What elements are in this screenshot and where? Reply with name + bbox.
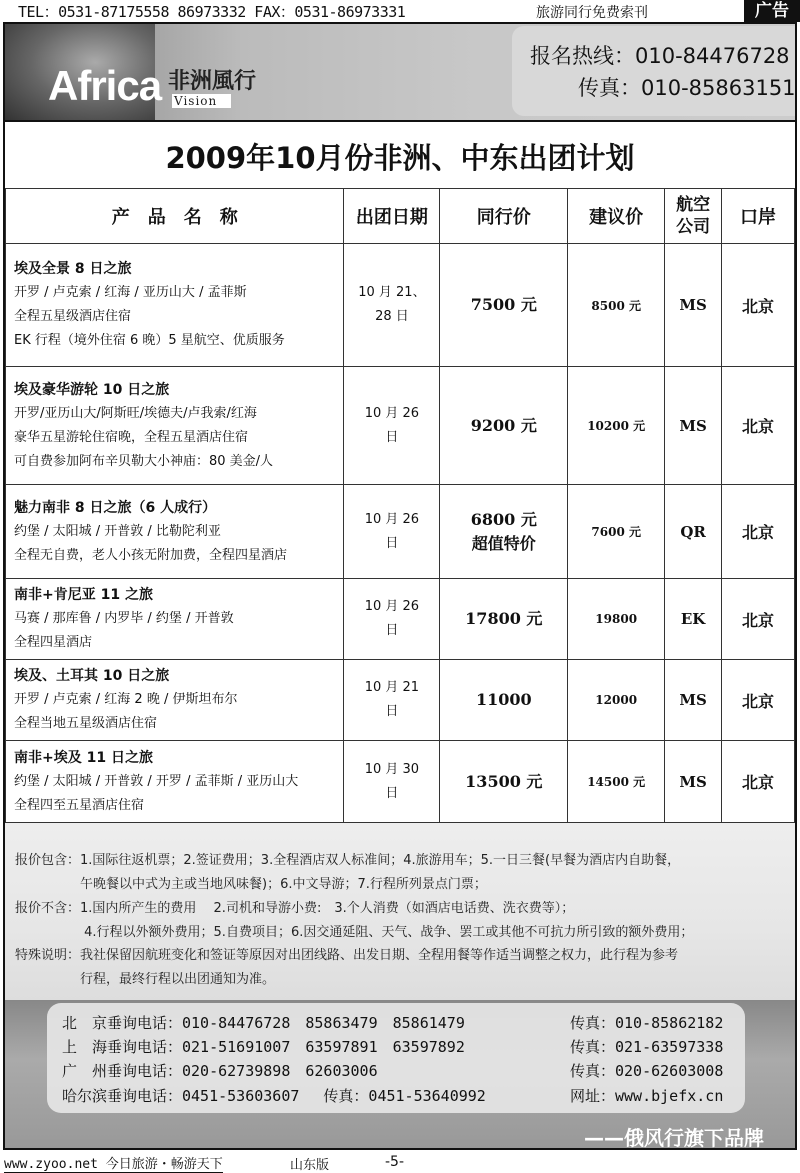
airline: QR (665, 485, 722, 579)
airline: MS (665, 741, 722, 823)
product-detail: 可自费参加阿布辛贝勒大小神庙：80 美金/人 (14, 453, 274, 469)
price-cell (440, 741, 568, 823)
port: 北京 (722, 367, 795, 485)
table-row (6, 579, 795, 660)
note-line: 报价包含：1.国际往返机票；2.签证费用；3.全程酒店双人标准间；4.旅游用车；5.一日三餐(早餐为酒店内自助餐， (15, 853, 681, 868)
header-slogan: 旅游同行免费索刊 (536, 5, 648, 21)
footer-site (4, 1153, 223, 1173)
col-port: 口岸 (722, 189, 795, 244)
col-airline: 航空公司 (665, 189, 722, 244)
product-detail: 全程当地五星级酒店住宿 (14, 716, 158, 731)
product-name: 南非+埃及 11 日之旅 (14, 749, 153, 766)
trade-price: 6800 元 (470, 509, 537, 529)
contact-shanghai: 上 海垂询电话：021-51691007 63597891 63597892 (62, 1038, 465, 1056)
page-title: 2009年10月份非洲、中东出团计划 (5, 120, 795, 188)
airline: MS (665, 244, 722, 367)
note-line: 行程，最终行程以出团通知为准。 (15, 972, 276, 987)
product-detail: 马赛 / 那库鲁 / 内罗毕 / 约堡 / 开普敦 (14, 611, 234, 626)
product-cell (6, 579, 344, 660)
note-line: 午晚餐以中式为主或当地风味餐)；6.中文导游；7.行程所列景点门票； (15, 877, 487, 892)
price-note: 超值特价 (471, 533, 536, 553)
trade-price: 9200 元 (470, 415, 537, 435)
table-row (6, 741, 795, 823)
table-row (6, 485, 795, 579)
price-cell (440, 485, 568, 579)
product-name: 南非+肯尼亚 11 之旅 (14, 587, 153, 603)
departure-date: 10 月 30 日 (364, 761, 420, 801)
col-product: 产 品 名 称 (6, 189, 344, 244)
trade-price: 7500 元 (470, 295, 537, 314)
top-bar (0, 0, 800, 22)
contact-beijing: 北 京垂询电话：010-84476728 85863479 85861479 (62, 1014, 465, 1032)
footer-url[interactable]: www.zyoo.net (4, 1157, 98, 1172)
note-line: 4.行程以外额外费用；5.自费项目；6.因交通延阻、天气、战争、罢工或其他不可抗力所引致的额外费用； (15, 925, 694, 940)
note-line: 特殊说明：我社保留因航班变化和签证等原因对出团线路、出发日期、全程用餐等作适当调整之权力，此行程为参考 (15, 948, 679, 963)
price-cell (440, 660, 568, 741)
product-detail: 全程四星酒店 (14, 635, 93, 650)
port: 北京 (722, 485, 795, 579)
suggested-price: 14500 元 (568, 741, 665, 823)
footer-slogan: 今日旅游・畅游天下 (105, 1157, 223, 1172)
table-row (6, 367, 795, 485)
product-detail: 开罗/亚历山大/阿斯旺/埃德夫/卢我索/红海 (14, 405, 257, 421)
logo-sub: Vision (172, 94, 231, 108)
price-cell (440, 367, 568, 485)
contact-harbin: 哈尔滨垂询电话：0451-53603607 传真：0451-53640992 (62, 1087, 486, 1105)
suggested-price: 7600 元 (568, 485, 665, 579)
note-line: 报价不含：1.国内所产生的费用 2.司机和导游小费: 3.个人消费（如酒店电话费、洗衣费等）； (15, 901, 575, 916)
date-cell (344, 485, 440, 579)
product-detail: 开罗 / 卢克索 / 红海 2 晚 / 伊斯坦布尔 (14, 692, 238, 707)
fax-guangzhou: 传真：020-62603008 (570, 1062, 724, 1080)
product-cell (6, 660, 344, 741)
product-name: 埃及豪华游轮 10 日之旅 (14, 381, 170, 398)
header-contact: TEL：0531-87175558 86973332 FAX：0531-86973331 (18, 1, 405, 24)
airline: MS (665, 660, 722, 741)
port: 北京 (722, 660, 795, 741)
hotline: 报名热线：010-84476728 (530, 44, 790, 68)
product-detail: 豪华五星游轮住宿晚，全程五星酒店住宿 (14, 429, 249, 445)
website-link[interactable]: 网址：www.bjefx.cn (570, 1087, 724, 1105)
tour-table (5, 188, 795, 823)
product-cell (6, 741, 344, 823)
col-suggested: 建议价 (568, 189, 665, 244)
date-cell (344, 244, 440, 367)
table-header (6, 189, 795, 244)
product-name: 埃及、土耳其 10 日之旅 (14, 668, 170, 684)
product-detail: EK 行程（境外住宿 6 晚）5 星航空、优质服务 (14, 333, 285, 348)
product-name: 埃及全景 8 日之旅 (14, 261, 132, 277)
table-row (6, 244, 795, 367)
suggested-price: 8500 元 (568, 244, 665, 367)
departure-date: 10 月 26 日 (364, 511, 420, 551)
logo-text: Africa (48, 62, 162, 109)
port: 北京 (722, 244, 795, 367)
trade-price: 13500 元 (465, 771, 543, 791)
trade-price: 11000 (475, 690, 532, 709)
port: 北京 (722, 579, 795, 660)
footer-edition: 山东版 (290, 1158, 330, 1173)
departure-date: 10 月 26 日 (364, 405, 420, 445)
table-row (6, 660, 795, 741)
contact-guangzhou: 广 州垂询电话：020-62739898 62603006 (62, 1062, 378, 1080)
departure-date: 10 月 26 日 (364, 599, 420, 638)
logo-cn: 非洲風行 (168, 69, 257, 94)
brand-tagline: ——俄风行旗下品牌 (584, 1126, 764, 1150)
page-number: -5- (385, 1154, 405, 1170)
col-price: 同行价 (440, 189, 568, 244)
fax-shanghai: 传真：021-63597338 (570, 1038, 724, 1056)
price-cell (440, 579, 568, 660)
departure-date: 10 月 21、28 日 (358, 285, 426, 324)
date-cell (344, 741, 440, 823)
trade-price: 17800 元 (465, 609, 543, 628)
product-detail: 全程五星级酒店住宿 (14, 309, 132, 324)
fax-beijing: 传真：010-85862182 (570, 1014, 724, 1032)
airline: MS (665, 367, 722, 485)
date-cell (344, 367, 440, 485)
suggested-price: 10200 元 (568, 367, 665, 485)
product-detail: 全程四至五星酒店住宿 (14, 797, 145, 813)
product-detail: 开罗 / 卢克索 / 红海 / 亚历山大 / 孟菲斯 (14, 285, 247, 300)
suggested-price: 12000 (568, 660, 665, 741)
notes-section (5, 822, 795, 1000)
departure-date: 10 月 21 日 (364, 680, 420, 719)
suggested-price: 19800 (568, 579, 665, 660)
product-cell (6, 367, 344, 485)
product-cell (6, 244, 344, 367)
product-detail: 约堡 / 太阳城 / 开普敦 / 开罗 / 孟菲斯 / 亚历山大 (14, 773, 299, 789)
port: 北京 (722, 741, 795, 823)
fax: 传真：010-85863151 (578, 76, 796, 100)
product-name: 魅力南非 8 日之旅（6 人成行） (14, 499, 217, 516)
airline: EK (665, 579, 722, 660)
date-cell (344, 579, 440, 660)
product-detail: 约堡 / 太阳城 / 开普敦 / 比勒陀利亚 (14, 523, 221, 539)
ad-tag: 广告 (744, 0, 800, 22)
product-detail: 全程无自费，老人小孩无附加费，全程四星酒店 (14, 547, 288, 563)
price-cell (440, 244, 568, 367)
date-cell (344, 660, 440, 741)
col-date: 出团日期 (344, 189, 440, 244)
product-cell (6, 485, 344, 579)
